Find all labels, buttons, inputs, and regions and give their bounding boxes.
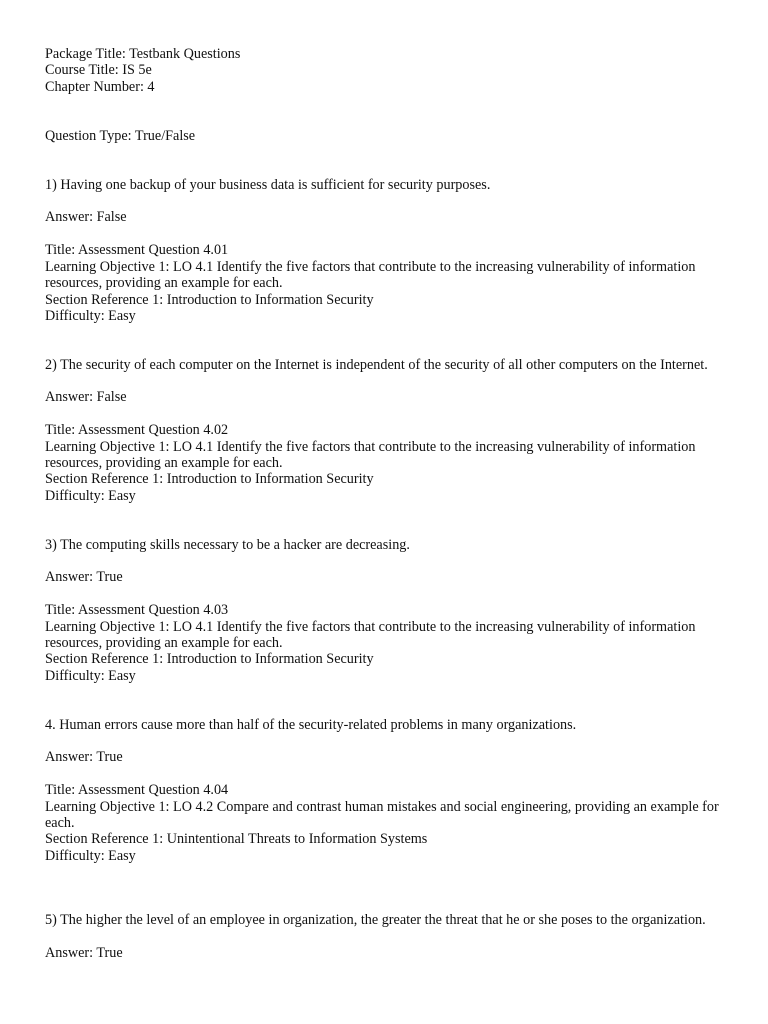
learning-objective: Learning Objective 1: LO 4.1 Identify the five factors that contribute to the increasing vulnerability of information xyxy=(45,259,696,275)
answer: Answer: True xyxy=(45,569,123,585)
answer: Answer: True xyxy=(45,749,123,765)
question-text: 4. Human errors cause more than half of the security-related problems in many organizations. xyxy=(45,717,577,733)
difficulty: Difficulty: Easy xyxy=(45,488,136,504)
section-reference: Section Reference 1: Unintentional Threats to Information Systems xyxy=(45,831,428,847)
difficulty: Difficulty: Easy xyxy=(45,848,136,864)
learning-objective: Learning Objective 1: LO 4.1 Identify the five factors that contribute to the increasing vulnerability of information xyxy=(45,619,696,635)
chapter-number: Chapter Number: 4 xyxy=(45,79,155,95)
course-title: Course Title: IS 5e xyxy=(45,62,152,78)
question-text: 1) Having one backup of your business data is sufficient for security purposes. xyxy=(45,177,491,193)
question-title: Title: Assessment Question 4.01 xyxy=(45,242,229,258)
learning-objective-continued: resources, providing an example for each. xyxy=(45,275,283,291)
learning-objective-continued: resources, providing an example for each. xyxy=(45,455,283,471)
answer: Answer: False xyxy=(45,209,127,225)
section-reference: Section Reference 1: Introduction to Information Security xyxy=(45,651,374,667)
package-title: Package Title: Testbank Questions xyxy=(45,46,241,62)
learning-objective: Learning Objective 1: LO 4.2 Compare and contrast human mistakes and social engineering, providing an example for xyxy=(45,799,719,815)
learning-objective-continued: each. xyxy=(45,815,75,831)
section-reference: Section Reference 1: Introduction to Information Security xyxy=(45,292,374,308)
question-type: Question Type: True/False xyxy=(45,128,196,144)
answer: Answer: False xyxy=(45,389,127,405)
section-reference: Section Reference 1: Introduction to Information Security xyxy=(45,471,374,487)
question-title: Title: Assessment Question 4.02 xyxy=(45,422,229,438)
question-text: 2) The security of each computer on the Internet is independent of the security of all other computers on the Internet. xyxy=(45,357,708,373)
question-text: 3) The computing skills necessary to be a hacker are decreasing. xyxy=(45,537,410,553)
question-text: 5) The higher the level of an employee in organization, the greater the threat that he or she poses to the organization. xyxy=(45,912,706,928)
learning-objective-continued: resources, providing an example for each. xyxy=(45,635,283,651)
question-title: Title: Assessment Question 4.04 xyxy=(45,782,229,798)
learning-objective: Learning Objective 1: LO 4.1 Identify the five factors that contribute to the increasing vulnerability of information xyxy=(45,439,696,455)
difficulty: Difficulty: Easy xyxy=(45,668,136,684)
answer: Answer: True xyxy=(45,945,123,961)
difficulty: Difficulty: Easy xyxy=(45,308,136,324)
question-title: Title: Assessment Question 4.03 xyxy=(45,602,229,618)
